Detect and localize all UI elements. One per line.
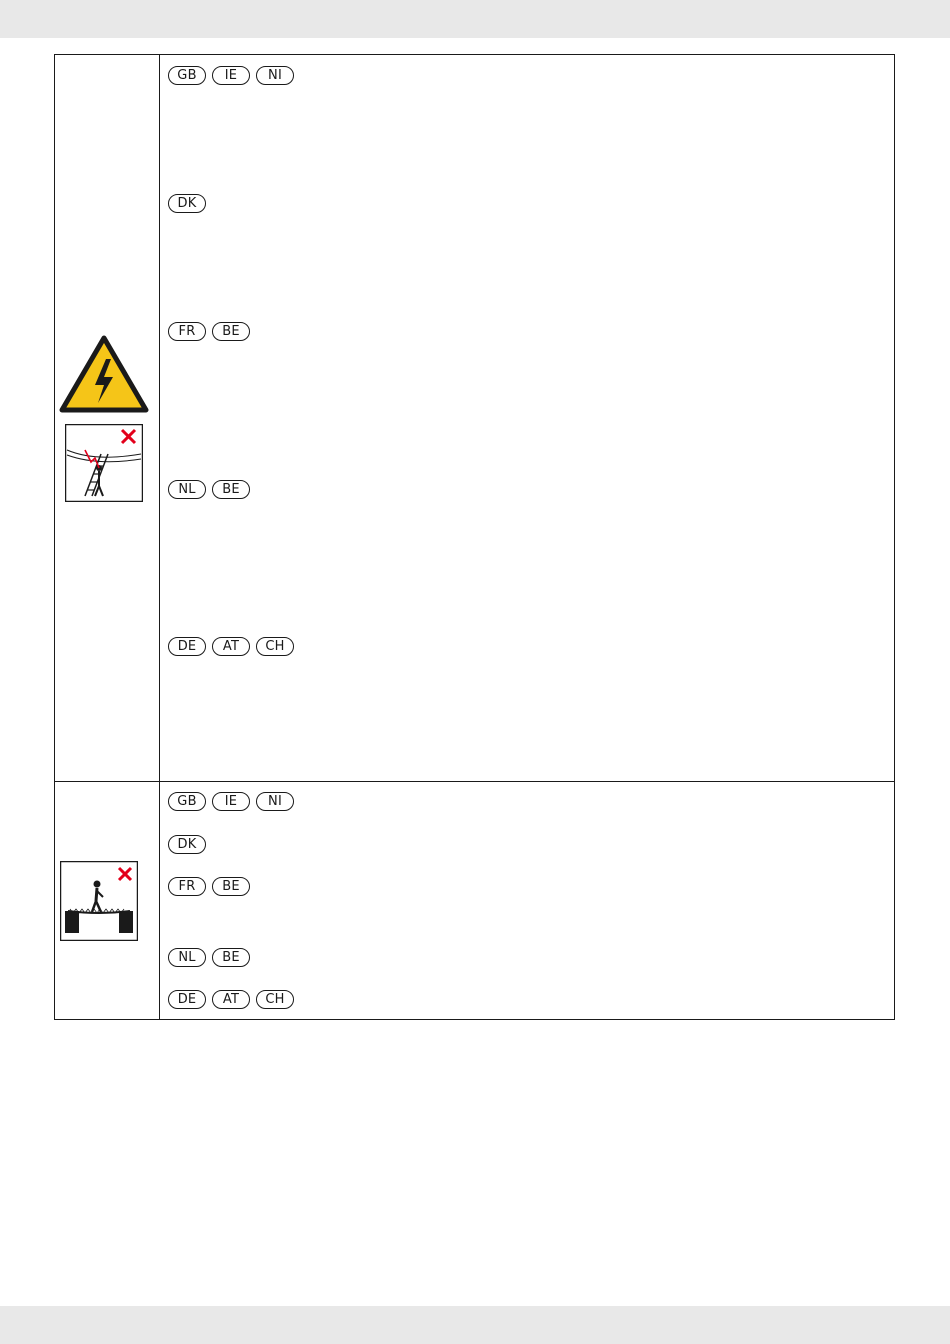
country-badge: NI: [256, 66, 294, 85]
safety-warning-table: [54, 54, 895, 1020]
no-walking-on-cable-icon: [60, 861, 138, 941]
no-ladder-near-power-lines-icon: [65, 424, 143, 502]
lang-group-nl-be: [168, 480, 250, 499]
high-voltage-warning-icon: [59, 335, 149, 413]
lang-group-dk: [168, 835, 206, 854]
country-badge: BE: [212, 877, 250, 896]
country-badge: IE: [212, 66, 250, 85]
country-badge: NL: [168, 480, 206, 499]
country-badge: CH: [256, 637, 294, 656]
country-badge: DK: [168, 194, 206, 213]
country-badge: GB: [168, 792, 206, 811]
row-divider: [55, 781, 894, 782]
lang-group-fr-be: [168, 877, 250, 896]
country-badge: FR: [168, 877, 206, 896]
country-badge: AT: [212, 637, 250, 656]
country-badge: BE: [212, 948, 250, 967]
country-badge: CH: [256, 990, 294, 1009]
country-badge: BE: [212, 480, 250, 499]
lang-group-fr-be: [168, 322, 250, 341]
country-badge: DE: [168, 990, 206, 1009]
bottom-margin-bar: [0, 1306, 950, 1344]
lang-group-gb-ie-ni: [168, 792, 294, 811]
lang-group-nl-be: [168, 948, 250, 967]
country-badge: DK: [168, 835, 206, 854]
country-badge: GB: [168, 66, 206, 85]
top-margin-bar: [0, 0, 950, 38]
lang-group-gb-ie-ni: [168, 66, 294, 85]
country-badge: DE: [168, 637, 206, 656]
lang-group-dk: [168, 194, 206, 213]
country-badge: AT: [212, 990, 250, 1009]
country-badge: BE: [212, 322, 250, 341]
country-badge: FR: [168, 322, 206, 341]
country-badge: IE: [212, 792, 250, 811]
lang-group-de-at-ch: [168, 990, 294, 1009]
column-divider: [159, 55, 160, 1019]
lang-group-de-at-ch: [168, 637, 294, 656]
country-badge: NL: [168, 948, 206, 967]
country-badge: NI: [256, 792, 294, 811]
